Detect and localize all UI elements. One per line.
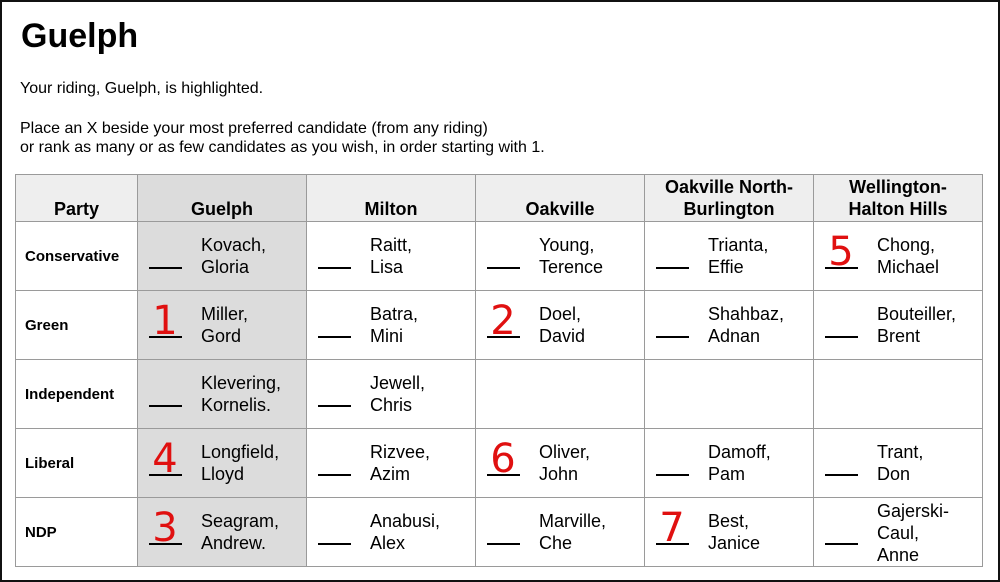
candidate-name bbox=[370, 234, 412, 278]
empty-cell bbox=[814, 360, 983, 429]
candidate-name-line: Adnan bbox=[708, 326, 761, 346]
candidate-cell bbox=[138, 498, 307, 567]
candidate-name-line: Shahbaz, bbox=[708, 304, 785, 324]
party-name: Liberal bbox=[16, 429, 138, 498]
candidate-cell bbox=[307, 222, 476, 291]
party-row bbox=[16, 360, 983, 429]
candidate-name-line: Mini bbox=[370, 326, 404, 346]
candidate-name-line: Kovach, bbox=[201, 235, 267, 255]
candidate-name-line: Young, bbox=[539, 235, 595, 255]
candidate-entry bbox=[307, 291, 475, 359]
candidate-entry bbox=[307, 498, 475, 566]
instructions bbox=[20, 119, 545, 157]
candidate-name bbox=[877, 500, 949, 566]
candidate-entry bbox=[138, 429, 306, 497]
candidate-name bbox=[877, 234, 939, 278]
empty-cell bbox=[645, 360, 814, 429]
candidate-name-line: Oliver, bbox=[539, 442, 591, 462]
rank-blank-line[interactable] bbox=[487, 474, 520, 476]
candidate-cell bbox=[645, 222, 814, 291]
rank-blank-line[interactable] bbox=[318, 405, 351, 407]
party-column-header: Party bbox=[16, 175, 138, 222]
candidate-entry bbox=[645, 498, 813, 566]
rank-blank-line[interactable] bbox=[149, 543, 182, 545]
riding-header-line: Guelph bbox=[191, 199, 253, 219]
candidate-cell bbox=[138, 291, 307, 360]
rank-blank-line[interactable] bbox=[149, 405, 182, 407]
candidate-name-line: Effie bbox=[708, 257, 744, 277]
candidate-name-line: John bbox=[539, 464, 579, 484]
candidate-cell bbox=[645, 429, 814, 498]
party-row bbox=[16, 291, 983, 360]
rank-blank-line[interactable] bbox=[318, 336, 351, 338]
candidate-entry bbox=[307, 222, 475, 290]
candidate-name bbox=[539, 234, 603, 278]
candidate-entry bbox=[476, 429, 644, 497]
instruction-line: Place an X beside your most preferred candidate (from any riding) bbox=[20, 120, 488, 137]
header-row bbox=[16, 175, 983, 222]
candidate-name-line: Terence bbox=[539, 257, 604, 277]
candidate-cell bbox=[476, 429, 645, 498]
riding-header-milton bbox=[307, 175, 476, 222]
rank-blank-line[interactable] bbox=[318, 543, 351, 545]
candidate-name bbox=[370, 510, 440, 554]
candidate-entry bbox=[814, 429, 982, 497]
rank-blank-line[interactable] bbox=[487, 336, 520, 338]
party-row bbox=[16, 222, 983, 291]
candidate-entry bbox=[814, 222, 982, 290]
candidate-name-line: Alex bbox=[370, 533, 406, 553]
candidate-name bbox=[201, 303, 248, 347]
candidate-name-line: Brent bbox=[877, 326, 921, 346]
party-row bbox=[16, 429, 983, 498]
candidate-name bbox=[201, 234, 266, 278]
party-name: Green bbox=[16, 291, 138, 360]
candidate-cell bbox=[814, 291, 983, 360]
candidate-name bbox=[539, 303, 585, 347]
candidate-name bbox=[370, 441, 430, 485]
candidate-cell bbox=[814, 222, 983, 291]
rank-blank-line[interactable] bbox=[825, 336, 858, 338]
rank-blank-line[interactable] bbox=[149, 474, 182, 476]
candidate-name-line: Damoff, bbox=[708, 442, 771, 462]
candidate-cell bbox=[814, 429, 983, 498]
instruction-line: or rank as many or as few candidates as you wish, in order starting with 1. bbox=[20, 139, 545, 156]
candidate-cell bbox=[645, 498, 814, 567]
candidate-entry bbox=[814, 498, 982, 566]
candidate-name bbox=[877, 441, 923, 485]
intro-text: Your riding, Guelph, is highlighted. bbox=[20, 80, 264, 97]
riding-header-line: Burlington bbox=[683, 199, 775, 219]
candidate-entry bbox=[645, 291, 813, 359]
rank-blank-line[interactable] bbox=[318, 267, 351, 269]
candidate-cell bbox=[307, 429, 476, 498]
rank-blank-line[interactable] bbox=[825, 267, 858, 269]
candidate-entry bbox=[814, 291, 982, 359]
candidate-name bbox=[201, 510, 279, 554]
riding-header-line: Wellington- bbox=[849, 177, 947, 197]
rank-mark[interactable]: 6 bbox=[490, 436, 516, 482]
candidate-name-line: Longfield, bbox=[201, 442, 280, 462]
riding-header-line: Milton bbox=[364, 199, 418, 219]
candidate-cell bbox=[476, 291, 645, 360]
candidate-entry bbox=[138, 360, 306, 428]
rank-blank-line[interactable] bbox=[825, 543, 858, 545]
riding-header-oakville-north-burlington bbox=[645, 175, 814, 222]
page-title: Guelph bbox=[21, 17, 139, 55]
rank-blank-line[interactable] bbox=[825, 474, 858, 476]
candidate-name bbox=[539, 441, 590, 485]
candidate-entry bbox=[138, 222, 306, 290]
candidate-cell bbox=[814, 498, 983, 567]
riding-header-oakville bbox=[476, 175, 645, 222]
candidate-entry bbox=[138, 291, 306, 359]
candidate-name-line: David bbox=[539, 326, 586, 346]
candidate-name-line: Bouteiller, bbox=[877, 304, 957, 324]
ballot-table bbox=[15, 174, 983, 567]
candidate-cell bbox=[138, 222, 307, 291]
candidate-entry bbox=[307, 360, 475, 428]
candidate-name-line: Pam bbox=[708, 464, 746, 484]
candidate-entry bbox=[138, 498, 306, 566]
riding-header-wellington-halton-hills bbox=[814, 175, 983, 222]
rank-mark[interactable]: 1 bbox=[152, 298, 178, 344]
candidate-entry bbox=[307, 429, 475, 497]
candidate-name-line: Don bbox=[877, 464, 911, 484]
riding-header-line: Oakville bbox=[525, 199, 595, 219]
candidate-name bbox=[708, 234, 768, 278]
party-row bbox=[16, 498, 983, 567]
candidate-cell bbox=[476, 222, 645, 291]
candidate-cell bbox=[138, 360, 307, 429]
candidate-name-line: Batra, bbox=[370, 304, 419, 324]
ballot-body bbox=[16, 222, 983, 567]
rank-blank-line[interactable] bbox=[149, 267, 182, 269]
candidate-name-line: Caul, bbox=[877, 523, 920, 543]
candidate-cell bbox=[307, 291, 476, 360]
candidate-name bbox=[370, 303, 418, 347]
candidate-cell bbox=[307, 498, 476, 567]
party-name: Conservative bbox=[16, 222, 138, 291]
candidate-name bbox=[370, 372, 425, 416]
candidate-name-line: Kornelis. bbox=[201, 395, 272, 415]
candidate-name-line: Chris bbox=[370, 395, 413, 415]
rank-mark[interactable]: 4 bbox=[152, 436, 178, 482]
candidate-name-line: Lloyd bbox=[201, 464, 245, 484]
rank-blank-line[interactable] bbox=[318, 474, 351, 476]
candidate-name-line: Azim bbox=[370, 464, 410, 484]
candidate-name-line: Best, bbox=[708, 511, 750, 531]
candidate-name-line: Gloria bbox=[201, 257, 250, 277]
rank-blank-line[interactable] bbox=[149, 336, 182, 338]
rank-mark[interactable]: 2 bbox=[490, 298, 516, 344]
candidate-name-line: Anabusi, bbox=[370, 511, 441, 531]
candidate-name-line: Raitt, bbox=[370, 235, 413, 255]
candidate-name bbox=[708, 303, 784, 347]
candidate-cell bbox=[645, 291, 814, 360]
empty-cell bbox=[476, 360, 645, 429]
candidate-name bbox=[877, 303, 956, 347]
rank-blank-line[interactable] bbox=[656, 336, 689, 338]
candidate-name-line: Rizvee, bbox=[370, 442, 431, 462]
rank-blank-line[interactable] bbox=[656, 267, 689, 269]
candidate-name-line: Jewell, bbox=[370, 373, 426, 393]
candidate-name-line: Doel, bbox=[539, 304, 582, 324]
candidate-entry bbox=[476, 498, 644, 566]
candidate-name-line: Che bbox=[539, 533, 573, 553]
riding-header-guelph bbox=[138, 175, 307, 222]
rank-mark[interactable]: 5 bbox=[828, 229, 854, 275]
candidate-name-line: Lisa bbox=[370, 257, 404, 277]
rank-blank-line[interactable] bbox=[656, 543, 689, 545]
candidate-entry bbox=[476, 222, 644, 290]
candidate-name-line: Trianta, bbox=[708, 235, 769, 255]
candidate-cell bbox=[138, 429, 307, 498]
candidate-name bbox=[201, 372, 281, 416]
candidate-cell bbox=[476, 498, 645, 567]
rank-blank-line[interactable] bbox=[656, 474, 689, 476]
party-name: NDP bbox=[16, 498, 138, 567]
candidate-name-line: Gord bbox=[201, 326, 242, 346]
candidate-name bbox=[539, 510, 606, 554]
candidate-name-line: Trant, bbox=[877, 442, 924, 462]
rank-mark[interactable]: 7 bbox=[659, 505, 685, 551]
candidate-name-line: Klevering, bbox=[201, 373, 282, 393]
candidate-name-line: Janice bbox=[708, 533, 761, 553]
candidate-name-line: Chong, bbox=[877, 235, 936, 255]
rank-mark[interactable]: 3 bbox=[152, 505, 178, 551]
candidate-name-line: Miller, bbox=[201, 304, 249, 324]
candidate-entry bbox=[645, 429, 813, 497]
candidate-name-line: Gajerski- bbox=[877, 501, 950, 521]
party-name: Independent bbox=[16, 360, 138, 429]
candidate-name-line: Anne bbox=[877, 545, 920, 565]
candidate-name-line: Marville, bbox=[539, 511, 607, 531]
candidate-cell bbox=[307, 360, 476, 429]
rank-blank-line[interactable] bbox=[487, 267, 520, 269]
rank-blank-line[interactable] bbox=[487, 543, 520, 545]
candidate-name bbox=[708, 441, 771, 485]
candidate-name-line: Seagram, bbox=[201, 511, 280, 531]
candidate-name-line: Andrew. bbox=[201, 533, 267, 553]
riding-header-line: Halton Hills bbox=[848, 199, 948, 219]
candidate-name bbox=[708, 510, 760, 554]
riding-header-line: Oakville North- bbox=[664, 177, 794, 197]
candidate-name bbox=[201, 441, 279, 485]
candidate-entry bbox=[645, 222, 813, 290]
candidate-entry bbox=[476, 291, 644, 359]
candidate-name-line: Michael bbox=[877, 257, 940, 277]
